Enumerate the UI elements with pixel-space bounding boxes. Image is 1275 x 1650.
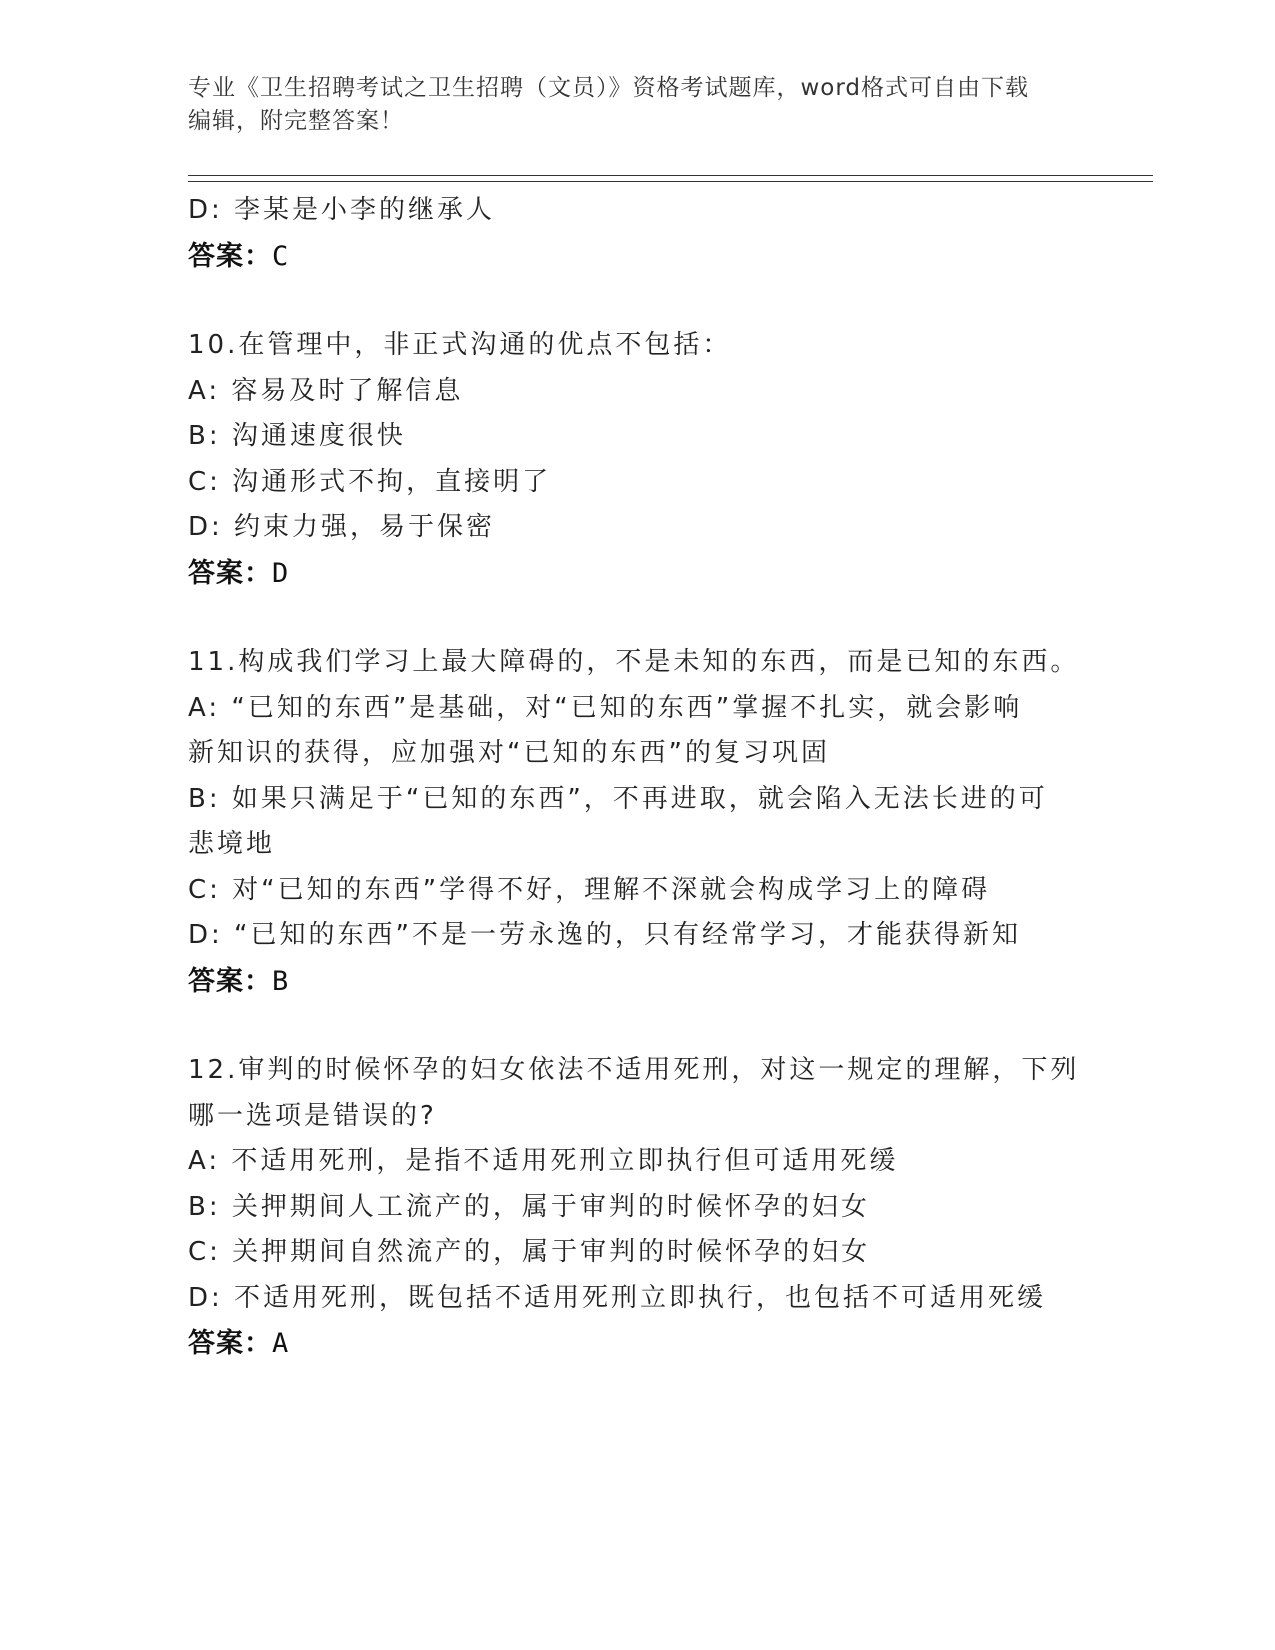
spacer (188, 279, 1088, 323)
answer-label: 答案： (188, 240, 272, 272)
option-d: D: 约束力强，易于保密 (188, 512, 496, 542)
option-b: B: 关押期间人工流产的，属于审判的时候怀孕的妇女 (188, 1191, 870, 1222)
option-a: A: 不适用死刑，是指不适用死刑立即执行但可适用死缓 (188, 1146, 899, 1176)
option-d: D: 不适用死刑，既包括不适用死刑立即执行，也包括不可适用死缓 (188, 1282, 1047, 1313)
option-a: A: 容易及时了解信息 (188, 375, 464, 406)
answer-label: 答案： (188, 965, 272, 997)
spacer (188, 596, 1088, 640)
option-b-continued: 悲境地 (188, 829, 276, 859)
answer-value: C (272, 240, 290, 272)
answer-label: 答案： (188, 1328, 272, 1359)
option-a: A: “已知的东西”是基础，对“已知的东西”掌握不扎实，就会影响 (188, 692, 1023, 723)
option-b: B: 沟通速度很快 (188, 421, 406, 451)
option-a-continued: 新知识的获得，应加强对“已知的东西”的复习巩固 (188, 738, 830, 768)
header-line-2: 编辑，附完整答案！ (188, 108, 404, 134)
option-d: D: 李某是小李的继承人 (188, 195, 496, 225)
option-b: B: 如果只满足于“已知的东西”，不再进取，就会陷入无法长进的可 (188, 783, 1048, 814)
question-content (188, 188, 1088, 1367)
question-text-continued: 哪一选项是错误的? (188, 1100, 437, 1131)
question-10 (188, 323, 1088, 596)
option-d: D: “已知的东西”不是一劳永逸的，只有经常学习，才能获得新知 (188, 920, 1021, 950)
option-c: C: 对“已知的东西”学得不好，理解不深就会构成学习上的障碍 (188, 874, 991, 905)
question-text: 11.构成我们学习上最大障碍的，不是未知的东西，而是已知的东西。 (188, 647, 1080, 677)
question-11 (188, 640, 1088, 1004)
header-line-1: 专业《卫生招聘考试之卫生招聘（文员）》资格考试题库，word格式可自由下载 (188, 75, 1030, 101)
header-divider-bottom (188, 181, 1153, 182)
answer-value: D (272, 557, 290, 589)
spacer (188, 1004, 1088, 1048)
option-c: C: 沟通形式不拘，直接明了 (188, 466, 552, 497)
answer (188, 234, 1088, 280)
answer (188, 959, 1088, 1005)
answer-value: A (272, 1328, 290, 1359)
previous-question-tail (188, 188, 1088, 279)
answer-value: B (272, 965, 290, 997)
option-c: C: 关押期间自然流产的，属于审判的时候怀孕的妇女 (188, 1237, 871, 1267)
question-text: 10.在管理中，非正式沟通的优点不包括： (188, 330, 732, 360)
question-12 (188, 1048, 1088, 1367)
answer (188, 1321, 1088, 1367)
header-divider-top (188, 175, 1153, 176)
document-header (188, 72, 1088, 138)
question-text: 12.审判的时候怀孕的妇女依法不适用死刑，对这一规定的理解，下列 (188, 1055, 1080, 1085)
answer (188, 551, 1088, 597)
answer-label: 答案： (188, 557, 272, 589)
